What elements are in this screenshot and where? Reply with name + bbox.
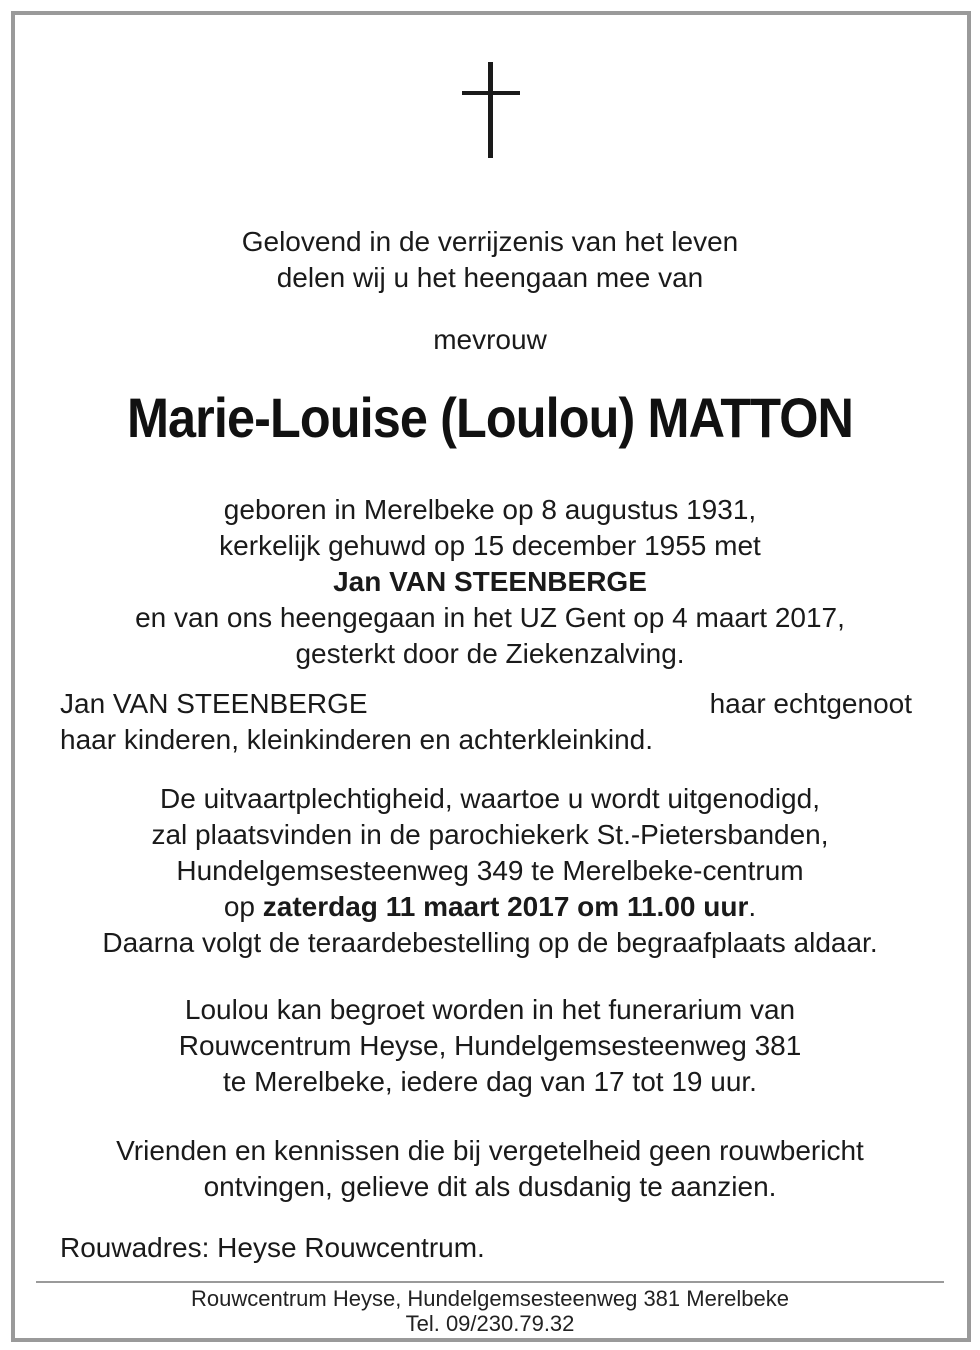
intro-line: delen wij u het heengaan mee van bbox=[276, 262, 704, 293]
bio-line: kerkelijk gehuwd op 15 december 1955 met bbox=[219, 530, 761, 561]
ceremony-datetime: zaterdag 11 maart 2017 om 11.00 uur bbox=[262, 891, 749, 922]
intro-text bbox=[40, 224, 940, 296]
family-relation: haar echtgenoot bbox=[709, 688, 912, 719]
bio-line: en van ons heengegaan in het UZ Gent op 4 maart 2017, bbox=[135, 602, 845, 633]
visitation-line: te Merelbeke, iedere dag van 17 tot 19 uur. bbox=[223, 1066, 757, 1097]
footer-divider bbox=[36, 1281, 944, 1283]
footer-address: Rouwcentrum Heyse, Hundelgemsesteenweg 381 Merelbeke bbox=[191, 1286, 789, 1311]
footer-phone: Tel. 09/230.79.32 bbox=[405, 1311, 575, 1336]
notice-line: Vrienden en kennissen die bij vergetelheid geen rouwbericht bbox=[116, 1135, 864, 1166]
visitation-line: Rouwcentrum Heyse, Hundelgemsesteenweg 381 bbox=[178, 1030, 802, 1061]
family-others: haar kinderen, kleinkinderen en achterkleinkind. bbox=[60, 724, 654, 755]
intro-line: Gelovend in de verrijzenis van het leven bbox=[241, 226, 739, 257]
ceremony-line: Daarna volgt de teraardebestelling op de begraafplaats aldaar. bbox=[102, 927, 878, 958]
ceremony-line: zal plaatsvinden in de parochiekerk St.-Pietersbanden, bbox=[151, 819, 829, 850]
title-word: mevrouw bbox=[433, 324, 547, 355]
family-name: Jan VAN STEENBERGE bbox=[60, 688, 368, 719]
cross-icon bbox=[462, 62, 520, 158]
bio-block bbox=[40, 492, 940, 672]
ceremony-line: De uitvaartplechtigheid, waartoe u wordt uitgenodigd, bbox=[160, 783, 820, 814]
ceremony-block bbox=[40, 781, 940, 961]
mourning-address: Rouwadres: Heyse Rouwcentrum. bbox=[60, 1232, 485, 1263]
bio-line: geboren in Merelbeke op 8 augustus 1931, bbox=[223, 494, 757, 525]
deceased-name: Marie-Louise (Loulou) MATTON bbox=[126, 386, 854, 449]
ceremony-line: Hundelgemsesteenweg 349 te Merelbeke-centrum bbox=[176, 855, 804, 886]
spouse-name: Jan VAN STEENBERGE bbox=[333, 566, 647, 597]
ceremony-datetime-line: op zaterdag 11 maart 2017 om 11.00 uur. bbox=[223, 891, 757, 922]
bio-line: gesterkt door de Ziekenzalving. bbox=[295, 638, 685, 669]
visitation-line: Loulou kan begroet worden in het funerarium van bbox=[184, 994, 796, 1025]
notice-block bbox=[40, 1133, 940, 1205]
visitation-block bbox=[40, 992, 940, 1100]
notice-line: ontvingen, gelieve dit als dusdanig te aanzien. bbox=[203, 1171, 777, 1202]
